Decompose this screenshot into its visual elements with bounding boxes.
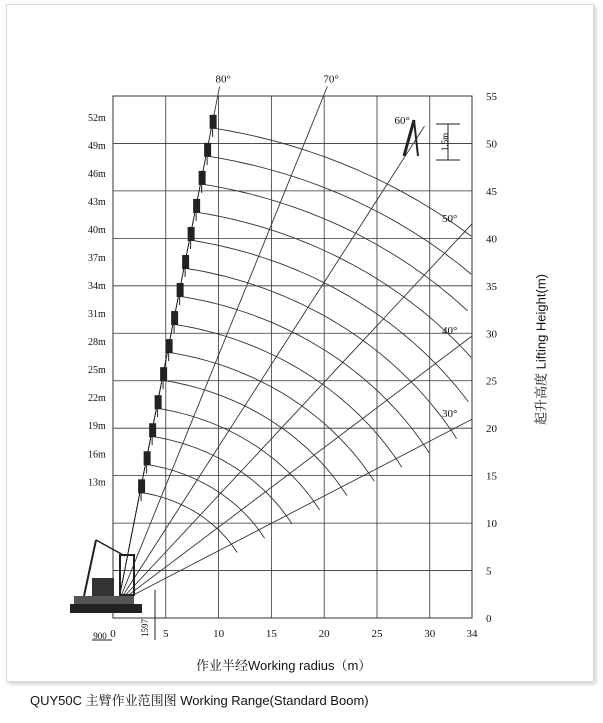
- pivot-dim-label: 1597: [140, 619, 150, 637]
- boom-head: [182, 255, 189, 269]
- boom-head: [166, 339, 173, 353]
- y-tick-label: 25: [486, 375, 497, 388]
- angle-label: 80°: [215, 73, 231, 86]
- boom-head: [193, 199, 200, 213]
- x-tick-label: 0: [110, 628, 116, 640]
- boom-head: [138, 479, 145, 493]
- boom-length-label: 16m: [88, 449, 106, 461]
- boom-length-label: 34m: [88, 281, 106, 293]
- diagram-caption: QUY50C 主臂作业范围图 Working Range(Standard Boom): [30, 693, 369, 708]
- jib-detail-inset: [404, 120, 460, 160]
- angle-label: 60°: [394, 115, 410, 128]
- x-tick-label: 20: [318, 628, 330, 640]
- y-axis-title: 起升高度 Lifting Height(m): [533, 274, 549, 425]
- boom-head: [177, 283, 184, 297]
- boom-arc: [214, 128, 472, 236]
- rear-dim-label: 900: [93, 631, 107, 641]
- boom-length-label: 28m: [88, 337, 106, 349]
- y-tick-label: 30: [486, 328, 497, 341]
- x-tick-label: 5: [163, 628, 169, 640]
- boom-head: [188, 227, 195, 241]
- angle-ray: [118, 224, 472, 603]
- boom-arc: [203, 184, 468, 311]
- x-tick-label: 10: [213, 628, 225, 640]
- boom-length-label: 43m: [88, 196, 106, 208]
- x-tick-label: 15: [265, 628, 277, 640]
- boom-length-label: 13m: [88, 477, 106, 489]
- boom-head: [171, 311, 178, 325]
- boom-length-label: 40m: [88, 224, 106, 236]
- boom-length-label: 31m: [88, 309, 106, 321]
- angle-label: 40°: [442, 325, 458, 338]
- angle-ray: [118, 87, 327, 603]
- boom-length-label: 22m: [88, 393, 106, 405]
- boom-length-label: 46m: [88, 168, 106, 180]
- y-tick-label: 0: [486, 613, 492, 625]
- boom-length-label: 19m: [88, 421, 106, 433]
- boom-head: [199, 171, 206, 185]
- boom-head: [149, 423, 156, 437]
- boom-arc: [181, 296, 430, 453]
- mast-stay: [96, 540, 125, 556]
- y-tick-label: 40: [486, 233, 497, 246]
- x-tick-label: 30: [424, 628, 436, 640]
- crane-cab: [92, 578, 114, 596]
- boom-head: [160, 367, 167, 381]
- boom-head: [155, 395, 162, 409]
- y-tick-label: 50: [486, 138, 497, 151]
- angle-ray: [118, 419, 472, 603]
- y-tick-label: 55: [486, 91, 497, 103]
- boom-length-label: 49m: [88, 140, 106, 152]
- boom-arc: [192, 240, 469, 402]
- boom-length-label: 25m: [88, 365, 106, 377]
- y-tick-label: 10: [486, 518, 497, 531]
- crane-body: [74, 596, 134, 604]
- boom-length-label: 37m: [88, 252, 106, 264]
- boom-arc: [170, 353, 375, 482]
- boom-arc: [159, 409, 320, 510]
- boom-arc: [186, 268, 457, 438]
- x-axis-title: 作业半经Working radius（m）: [196, 658, 372, 673]
- boom-head: [144, 451, 151, 465]
- boom-arc: [164, 381, 347, 496]
- crawler-track: [70, 604, 142, 613]
- inset-hook: [414, 120, 418, 156]
- y-tick-label: 5: [486, 565, 492, 578]
- boom-head: [210, 115, 217, 129]
- angle-label: 30°: [442, 408, 458, 421]
- boom-arc: [175, 325, 402, 468]
- angle-ray: [118, 336, 472, 603]
- y-tick-label: 15: [486, 470, 497, 483]
- boom-length-label: 52m: [88, 112, 106, 124]
- y-tick-label: 35: [486, 280, 497, 293]
- inset-dim-label: 1.5m: [440, 132, 450, 152]
- x-tick-label: 34: [466, 628, 478, 640]
- angle-label: 70°: [323, 73, 339, 86]
- x-tick-label: 25: [371, 628, 383, 640]
- y-tick-label: 45: [486, 185, 497, 198]
- boom-head: [204, 143, 211, 157]
- y-tick-label: 20: [486, 423, 497, 436]
- boom-arc: [208, 156, 471, 274]
- angle-label: 50°: [442, 212, 458, 225]
- crane-base: [70, 540, 142, 613]
